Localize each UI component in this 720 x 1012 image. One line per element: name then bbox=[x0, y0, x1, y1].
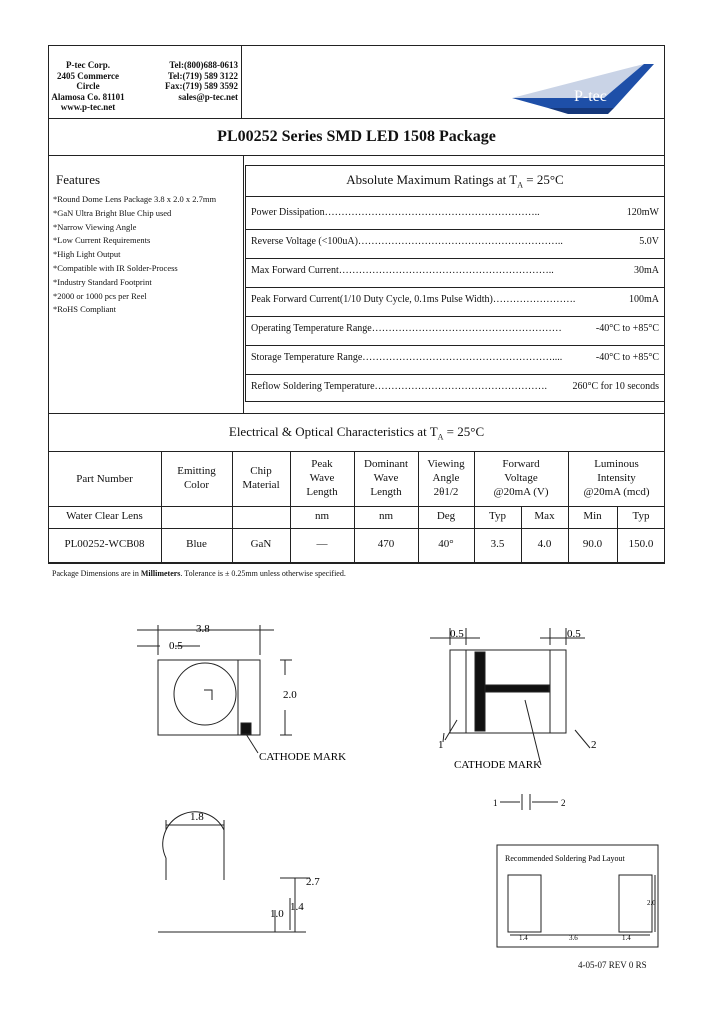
rating-value: 30mA bbox=[634, 265, 659, 276]
col-text: Material bbox=[242, 479, 280, 491]
rating-label: Operating Temperature Range bbox=[251, 323, 372, 334]
company-block bbox=[50, 60, 126, 113]
cell-iv-typ: 150.0 bbox=[628, 538, 654, 550]
ptec-logo bbox=[508, 60, 658, 115]
pad-right: 1.4 bbox=[622, 934, 631, 942]
table-bottom-line bbox=[48, 563, 665, 564]
rating-dots: ……………………………………………. bbox=[374, 381, 548, 392]
table-line bbox=[48, 528, 665, 529]
symbol-2: 2 bbox=[561, 798, 566, 808]
rating-label: Reflow Soldering Temperature bbox=[251, 381, 375, 392]
rating-dots: …………………………………………………….. bbox=[357, 236, 563, 247]
col-text: Voltage bbox=[504, 472, 538, 484]
rating-dots: ……………………. bbox=[492, 294, 576, 305]
rating-label: Max Forward Current bbox=[251, 265, 339, 276]
units-iv-typ: Typ bbox=[632, 510, 650, 522]
dim-side-h2: 1.0 bbox=[270, 908, 284, 920]
rating-row bbox=[251, 207, 659, 218]
units-vf-typ: Typ bbox=[489, 510, 506, 522]
rating-label: Storage Temperature Range bbox=[251, 352, 363, 363]
dim-top-offset: 0.5 bbox=[169, 640, 183, 652]
col-chip-material bbox=[232, 464, 290, 492]
cell-vf-typ: 3.5 bbox=[490, 538, 505, 550]
electrical-heading-suffix: = 25°C bbox=[443, 424, 485, 439]
rating-row bbox=[251, 381, 659, 392]
units-peak: nm bbox=[314, 510, 330, 522]
col-text: Luminous bbox=[594, 458, 639, 470]
dimensions-note bbox=[52, 569, 346, 578]
divider bbox=[48, 118, 665, 119]
rating-label: Power Dissipation bbox=[251, 207, 325, 218]
dim-top-height: 2.0 bbox=[283, 689, 297, 701]
rating-row bbox=[251, 352, 659, 363]
col-text: Dominant bbox=[364, 458, 408, 470]
rating-divider bbox=[245, 345, 665, 346]
feature-item: *Narrow Viewing Angle bbox=[53, 221, 137, 232]
rating-dots: ……………………………………………………….. bbox=[338, 265, 554, 276]
rating-value: 100mA bbox=[629, 294, 659, 305]
col-forward-voltage bbox=[474, 457, 568, 499]
dim-side-width: 1.8 bbox=[190, 811, 204, 823]
col-text: Forward bbox=[502, 458, 540, 470]
company-tel: Tel:(800)688-0613 bbox=[169, 60, 238, 70]
dome-view-drawing bbox=[158, 812, 310, 932]
dim-side-right: 0.5 bbox=[567, 628, 581, 640]
rating-label: Reverse Voltage (<100uA) bbox=[251, 236, 358, 247]
col-text: Wave bbox=[373, 472, 399, 484]
cell-iv-min: 90.0 bbox=[582, 538, 603, 550]
package-drawings bbox=[0, 580, 720, 1012]
feature-item: *Compatible with IR Solder-Process bbox=[53, 262, 178, 273]
divider bbox=[243, 155, 244, 413]
led-symbol-drawing bbox=[500, 794, 558, 810]
header-divider bbox=[241, 45, 242, 118]
feature-item: *Round Dome Lens Package 3.8 x 2.0 x 2.7mm bbox=[53, 194, 217, 204]
dim-side-height: 2.7 bbox=[306, 876, 320, 888]
feature-item: *2000 or 1000 pcs per Reel bbox=[53, 290, 147, 301]
features-heading: Features bbox=[56, 172, 101, 187]
rating-label: Peak Forward Current(1/10 Duty Cycle, 0.1ms Pulse Width) bbox=[251, 294, 493, 305]
dim-top-width: 3.8 bbox=[196, 623, 210, 635]
rating-value: 5.0V bbox=[639, 236, 659, 247]
cell-dominant: 470 bbox=[377, 538, 395, 550]
company-city: Alamosa Co. 81101 bbox=[51, 91, 125, 102]
electrical-heading bbox=[48, 424, 665, 442]
divider bbox=[48, 155, 665, 156]
rating-dots: ………………………………………………….... bbox=[362, 352, 563, 363]
rating-divider bbox=[245, 229, 665, 230]
col-peak-wavelength bbox=[290, 457, 354, 499]
divider bbox=[48, 413, 665, 414]
ratings-heading-suffix: = 25°C bbox=[523, 172, 564, 187]
feature-item: *Low Current Requirements bbox=[53, 235, 151, 246]
page-title: PL00252 Series SMD LED 1508 Package bbox=[217, 128, 496, 145]
ratings-heading-text: Absolute Maximum Ratings at T bbox=[346, 172, 518, 187]
col-text: Viewing bbox=[427, 458, 465, 470]
electrical-heading-text: Electrical & Optical Characteristics at T bbox=[228, 424, 438, 439]
cell-part-number: PL00252-WCB08 bbox=[64, 538, 145, 550]
cell-angle: 40° bbox=[438, 538, 454, 550]
rating-divider bbox=[245, 374, 665, 375]
pad-layout-title: Recommended Soldering Pad Layout bbox=[505, 854, 625, 863]
feature-item: *High Light Output bbox=[53, 249, 121, 260]
company-address: 2405 Commerce Circle bbox=[56, 70, 120, 91]
units-vf-max: Max bbox=[534, 510, 555, 522]
rating-value: -40°C to +85°C bbox=[595, 352, 659, 363]
units-dominant: nm bbox=[378, 510, 394, 522]
col-text: Length bbox=[306, 486, 338, 498]
rating-dots: ………………………………………………… bbox=[371, 323, 562, 334]
col-luminous-intensity bbox=[568, 457, 665, 499]
units-lens: Water Clear Lens bbox=[66, 510, 143, 522]
col-text: Length bbox=[370, 486, 402, 498]
pin-1-label: 1 bbox=[438, 739, 444, 751]
table-top-line bbox=[48, 451, 665, 452]
col-dominant-wavelength bbox=[354, 457, 418, 499]
company-fax: Fax:(719) 589 3592 bbox=[165, 81, 238, 91]
units-iv-min: Min bbox=[583, 510, 602, 522]
note-bold: Millimeters bbox=[140, 569, 181, 578]
rating-row bbox=[251, 294, 659, 305]
rating-divider bbox=[245, 287, 665, 288]
units-angle: Deg bbox=[436, 510, 456, 522]
logo-text: P-tec bbox=[574, 88, 607, 105]
rating-value: -40°C to +85°C bbox=[595, 323, 659, 334]
cathode-label-top: CATHODE MARK bbox=[259, 751, 347, 763]
col-text: @20mA (mcd) bbox=[583, 486, 650, 498]
features-list bbox=[53, 193, 241, 317]
col-text: Intensity bbox=[597, 472, 636, 484]
rating-divider bbox=[245, 258, 665, 259]
col-text: Color bbox=[183, 479, 210, 491]
ratings-heading bbox=[245, 172, 665, 190]
col-text: Wave bbox=[309, 472, 335, 484]
col-text: Peak bbox=[311, 458, 333, 470]
electrical-heading-sub: A bbox=[437, 432, 444, 442]
dim-side-h1: 1.4 bbox=[290, 901, 304, 913]
cell-peak: — bbox=[316, 538, 328, 550]
rating-value: 260°C for 10 seconds bbox=[572, 381, 659, 392]
pad-left: 1.4 bbox=[519, 934, 528, 942]
symbol-1: 1 bbox=[493, 798, 498, 808]
col-text: Emitting bbox=[177, 465, 216, 477]
pin-2-label: 2 bbox=[591, 739, 597, 751]
rating-row bbox=[251, 236, 659, 247]
company-email: sales@p-tec.net bbox=[178, 91, 238, 102]
col-part-number: Part Number bbox=[76, 473, 133, 485]
pad-height: 2.0 bbox=[647, 899, 656, 907]
rating-divider bbox=[245, 316, 665, 317]
feature-item: *GaN Ultra Bright Blue Chip used bbox=[53, 207, 172, 218]
rating-value: 120mW bbox=[626, 207, 659, 218]
cell-color: Blue bbox=[186, 538, 207, 550]
note-text: Package Dimensions are in bbox=[52, 569, 141, 578]
cathode-label-side: CATHODE MARK bbox=[454, 759, 542, 771]
top-view-drawing bbox=[137, 625, 292, 753]
pad-mid: 3.6 bbox=[569, 934, 578, 942]
side-view-drawing bbox=[430, 628, 590, 765]
note-text: . Tolerance is ± 0.25mm unless otherwise specified. bbox=[180, 569, 346, 578]
rating-row bbox=[251, 323, 659, 334]
cell-vf-max: 4.0 bbox=[537, 538, 552, 550]
company-tel2: Tel:(719) 589 3122 bbox=[167, 70, 238, 81]
ratings-heading-sub: A bbox=[517, 180, 523, 190]
rating-row bbox=[251, 265, 659, 276]
table-line bbox=[48, 506, 665, 507]
cell-chip: GaN bbox=[250, 538, 272, 550]
col-text: Angle bbox=[432, 472, 460, 484]
rating-dots: ……………………………………………………….. bbox=[324, 207, 540, 218]
col-text: @20mA (V) bbox=[493, 486, 549, 498]
feature-item: *RoHS Compliant bbox=[53, 304, 117, 315]
col-emitting-color bbox=[161, 464, 232, 492]
revision-footer: 4-05-07 REV 0 RS bbox=[578, 960, 647, 970]
contact-block bbox=[150, 60, 238, 102]
company-website: www.p-tec.net bbox=[60, 102, 116, 112]
col-text: 2θ1/2 bbox=[433, 486, 459, 498]
col-text: Chip bbox=[250, 465, 272, 477]
company-name: P-tec Corp. bbox=[66, 60, 110, 70]
col-viewing-angle bbox=[418, 457, 474, 499]
feature-item: *Industry Standard Footprint bbox=[53, 276, 152, 287]
dim-side-left: 0.5 bbox=[450, 628, 464, 640]
